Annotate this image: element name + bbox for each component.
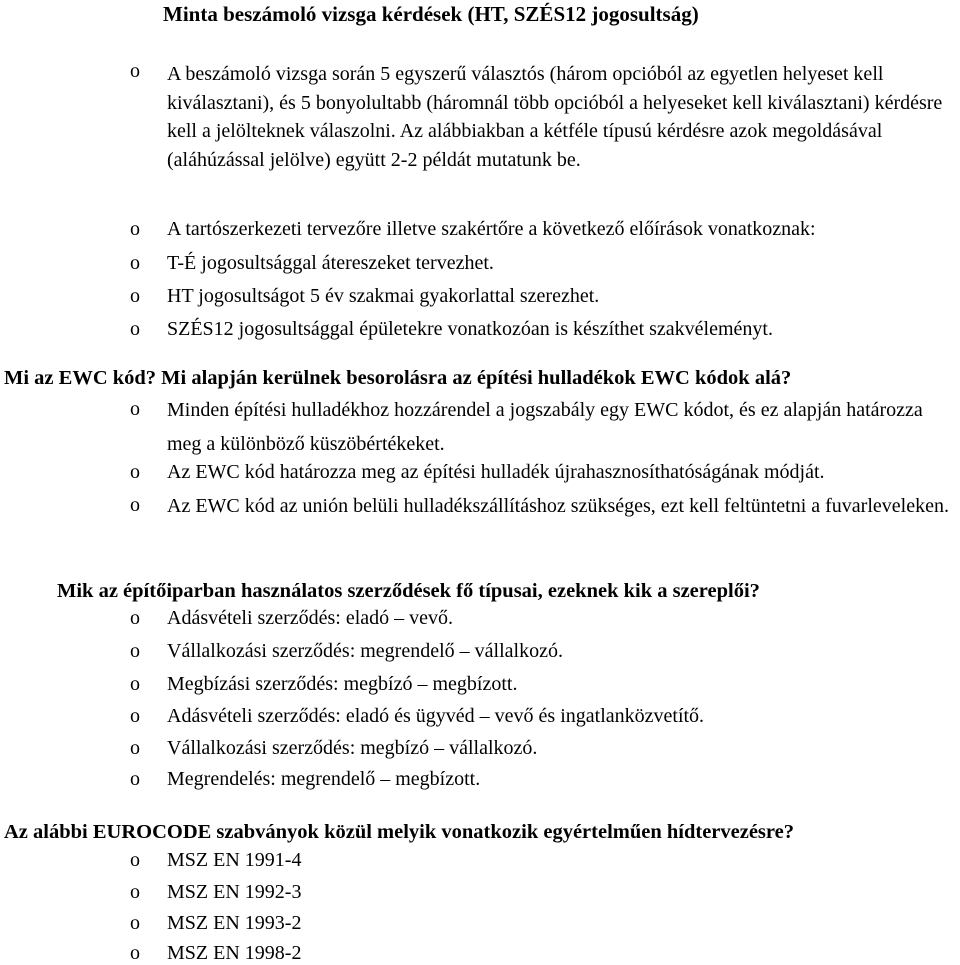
q3-heading: Mik az építőiparban használatos szerződések fő típusai, ezeknek kik a szereplői? bbox=[57, 580, 760, 602]
q1-option: T-É jogosultsággal átereszeket tervezhet. bbox=[167, 252, 494, 274]
bullet-marker: o bbox=[130, 737, 140, 759]
bullet-marker: o bbox=[130, 285, 140, 307]
bullet-marker: o bbox=[130, 318, 140, 340]
q1-lead: A tartószerkezeti tervezőre illetve szakértőre a következő előírások vonatkoznak: bbox=[167, 218, 816, 240]
q4-option: MSZ EN 1991-4 bbox=[167, 849, 302, 871]
q3-option: Adásvételi szerződés: eladó – vevő. bbox=[167, 607, 454, 629]
bullet-marker: o bbox=[130, 912, 140, 934]
q3-option: Megbízási szerződés: megbízó – megbízott. bbox=[167, 673, 518, 695]
q2-option: Az EWC kód határozza meg az építési hulladék újrahasznosíthatóságának módját. bbox=[167, 461, 825, 483]
q4-option: MSZ EN 1993-2 bbox=[167, 912, 302, 934]
bullet-marker: o bbox=[130, 881, 140, 903]
q3-option: Megrendelés: megrendelő – megbízott. bbox=[167, 768, 481, 790]
bullet-marker: o bbox=[130, 705, 140, 727]
q4-option: MSZ EN 1992-3 bbox=[167, 881, 302, 903]
q1-option: SZÉS12 jogosultsággal épületekre vonatkozóan is készíthet szakvéleményt. bbox=[167, 318, 773, 340]
bullet-marker: o bbox=[130, 849, 140, 871]
q3-option: Adásvételi szerződés: eladó és ügyvéd – vevő és ingatlanközvetítő. bbox=[167, 705, 705, 727]
bullet-marker: o bbox=[130, 607, 140, 629]
bullet-marker: o bbox=[130, 673, 140, 695]
intro-paragraph: A beszámoló vizsga során 5 egyszerű választós (három opcióból az egyetlen helyeset kell kiválasztani), és 5 bonyolultabb (háromnál több opcióból a helyeseket kell kiválasztani) kérdésre kell a jelölteknek válaszolni. Az alábbiakban a kétféle típusú kérdésre azok megoldásával (aláhúzással jelölve) együtt 2-2 példát mutatunk be. bbox=[167, 63, 943, 171]
q2-heading: Mi az EWC kód? Mi alapján kerülnek besorolásra az építési hulladékok EWC kódok alá? bbox=[4, 367, 792, 389]
bullet-marker: o bbox=[130, 942, 140, 964]
bullet-marker: o bbox=[130, 252, 140, 274]
page-title: Minta beszámoló vizsga kérdések (HT, SZÉS12 jogosultság) bbox=[163, 2, 699, 26]
q3-option: Vállalkozási szerződés: megbízó – vállalkozó. bbox=[167, 737, 538, 759]
bullet-marker: o bbox=[130, 218, 140, 240]
bullet-marker: o bbox=[130, 494, 140, 516]
q2-option: Minden építési hulladékhoz hozzárendel a jogszabály egy EWC kódot, és ez alapján határozza meg a különböző küszöbértékeket. bbox=[167, 399, 923, 455]
q3-option: Vállalkozási szerződés: megrendelő – vállalkozó. bbox=[167, 640, 563, 662]
q1-option: HT jogosultságot 5 év szakmai gyakorlattal szerezhet. bbox=[167, 285, 600, 307]
bullet-marker: o bbox=[130, 768, 140, 790]
q2-option: Az EWC kód az unión belüli hulladékszállításhoz szükséges, ezt kell feltüntetni a fuvarleveleken. bbox=[167, 495, 949, 517]
bullet-marker: o bbox=[130, 461, 140, 483]
bullet-marker: o bbox=[130, 398, 140, 420]
q4-heading: Az alábbi EUROCODE szabványok közül melyik vonatkozik egyértelműen hídtervezésre? bbox=[4, 821, 794, 843]
q4-option: MSZ EN 1998-2 bbox=[167, 942, 302, 964]
bullet-marker: o bbox=[130, 60, 140, 82]
bullet-marker: o bbox=[130, 640, 140, 662]
